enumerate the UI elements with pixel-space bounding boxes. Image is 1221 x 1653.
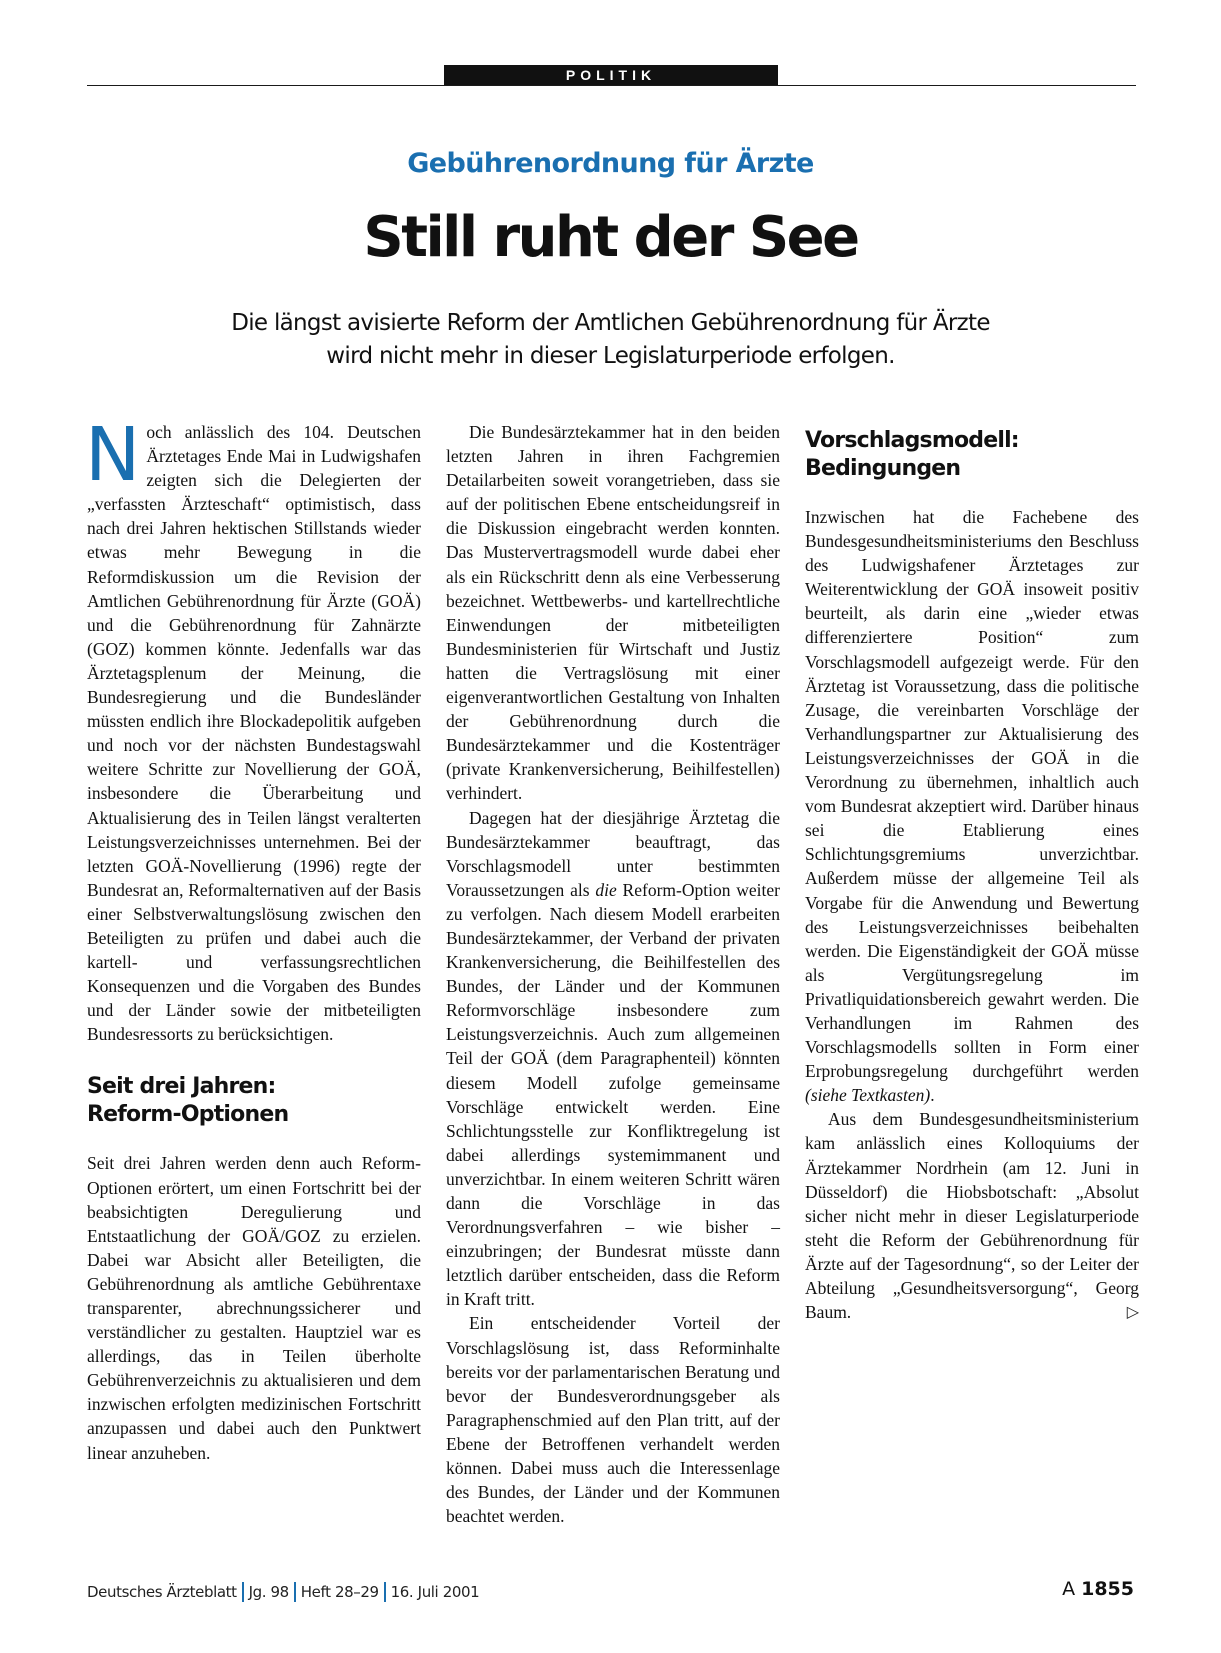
emphasis: die — [595, 879, 617, 900]
paragraph — [805, 505, 1139, 1107]
article-column-1 — [85, 412, 421, 1465]
journal-name: Deutsches Ärzteblatt — [87, 1583, 237, 1601]
headline: Still ruht der See — [363, 205, 858, 270]
subheading: Vorschlagsmodell: Bedingungen — [805, 428, 1019, 481]
emphasis: (siehe Textkasten) — [805, 1085, 931, 1106]
article-column-3 — [805, 420, 1139, 1324]
subheading: Seit drei Jahren: Reform-Optionen — [87, 1074, 289, 1128]
header-rule — [87, 85, 1136, 86]
issue: Heft 28–29 — [300, 1583, 379, 1601]
subtitle-line-1: Die längst avisierte Reform der Amtlichen Gebührenordnung für Ärzte — [231, 310, 990, 336]
paragraph — [87, 1151, 421, 1464]
subtitle-line-2: wird nicht mehr in dieser Legislaturperiode erfolgen. — [326, 343, 895, 369]
date: 16. Juli 2001 — [390, 1583, 480, 1601]
paragraph-text: Inzwischen hat die Fachebene des Bundesgesundheitsministeriums den Beschluss des Ludwigshafener Ärztetages zur Weiterentwicklung der GOÄ insoweit positiv beurteilt, als darin eine „wieder etwas differenziertere Position“ zum Vorschlagsmodell aufgezeigt werde. Für den Ärztetag ist Voraussetzung, dass die politische Zusage, die vereinbarten Vorschläge der Verhandlungspartner zur Aktualisierung des Leistungsverzeichnisses der GOÄ in die Verordnung zu übernehmen, inhaltlich auch vom Bundesrat akzeptiert wird. Darüber hinaus sei die Etablierung eines Schlichtungsgremiums unverzichtbar. Außerdem müsse der allgemeine Teil als Vorgabe für die Anwendung und Bewertung des Leistungsverzeichnisses beibehalten werden. Die Eigenständigkeit der GOÄ müsse als Vergütungsregelung im Privatliquidationsbereich gewahrt werden. Die Verhandlungen im Rahmen des Vorschlagsmodells sollten in Form einer Erprobungsregelung durchgeführt werden — [805, 507, 1139, 1082]
paragraph — [446, 1311, 780, 1528]
paragraph-text: Ein entscheidender Vorteil der Vorschlagslösung ist, dass Reforminhalte bereits vor der parlamentarischen Beratung und bevor der Bundesverordnungsgeber als Paragraphenschmied auf den Plan tritt, auf der Ebene der Betroffenen verhandelt werden können. Dabei muss auch die Interessenlage des Bundes, der Länder und der Kommunen beachtet werden. — [446, 1313, 780, 1527]
separator — [294, 1582, 296, 1602]
paragraph-text: . — [930, 1085, 935, 1106]
separator — [242, 1582, 244, 1602]
separator — [384, 1582, 386, 1602]
paragraph-text: Dagegen hat der diesjährige Ärztetag die Bundesärztekammer beauftragt, das Vorschlagsmodell unter bestimmten Voraussetzungen als — [446, 807, 780, 900]
paragraph — [446, 420, 780, 806]
paragraph — [85, 412, 421, 1046]
paragraph — [446, 806, 780, 1312]
drop-cap: N — [85, 412, 141, 498]
paragraph-text: Seit drei Jahren werden denn auch Reform-Optionen erörtert, um einen Fortschritt bei der beabsichtigten Deregulierung und Entstaatlichung der GOÄ/GOZ zu erzielen. Dabei war Absicht aller Beteiligten, die Gebührenordnung als amtliche Gebührentaxe transparenter, abrechnungssicherer und verständlicher zu gestalten. Hauptziel war es allerdings, das in Teilen überholte Gebührenverzeichnis zu aktualisieren und dem inzwischen erfolgten medizinischen Fortschritt anzupassen und dabei auch den Punktwert linear anzuheben. — [87, 1153, 421, 1463]
paragraph-text: och anlässlich des 104. Deutschen Ärztetages Ende Mai in Ludwigshafen zeigten sich die Delegierten der „verfassten Ärzteschaft“ optimistisch, dass nach drei Jahren hektischen Stillstands wieder etwas mehr Bewegung in die Reformdiskussion um die Revision der Amtlichen Gebührenordnung für Ärzte (GOÄ) und die Gebührenordnung für Zahnärzte (GOZ) kommen könnte. Jedenfalls war das Ärztetagsplenum der Meinung, die Bundesregierung und die Bundesländer müssten endlich ihre Blockadepolitik aufgeben und noch vor der nächsten Bundestagswahl weitere Schritte zur Novellierung der GOÄ, insbesondere die Überarbeitung und Aktualisierung des in Teilen längst veralterten Leistungsverzeichnisses unternehmen. Bei der letzten GOÄ-Novellierung (1996) regte der Bundesrat an, Reformalternativen auf der Basis einer Selbstverwaltungslösung zwischen den Beteiligten zu prüfen und dabei auch die kartell- und verfassungsrechtlichen Konsequenzen und die Vorgaben des Bundes und der Länder sowie der mitbeteiligten Bundesressorts zu berücksichtigen. — [87, 422, 421, 1045]
subtitle — [160, 307, 1061, 373]
continue-arrow-icon: ▷ — [1126, 1302, 1139, 1322]
paragraph-text: Die Bundesärztekammer hat in den beiden letzten Jahren in ihren Fachgremien Detailarbeiten soweit vorangetrieben, dass sie auf der politischen Ebene entscheidungsreif in die Diskussion eingebracht werden konnten. Das Mustervertragsmodell wurde dabei eher als ein Rückschritt denn als eine Verbesserung bezeichnet. Wettbewerbs- und kartellrechtliche Einwendungen der mitbeteiligten Bundesministerien für Wirtschaft und Justiz hatten die Vertragslösung mit einer eigenverantwortlichen Gestaltung von Inhalten der Gebührenordnung durch die Bundesärztekammer und die Kostenträger (private Krankenversicherung, Beihilfestellen) verhindert. — [446, 422, 780, 804]
volume: Jg. 98 — [248, 1583, 289, 1601]
page-number-value: 1855 — [1081, 1578, 1134, 1600]
paragraph — [805, 1107, 1139, 1324]
paragraph-text: Aus dem Bundesgesundheitsministerium kam anlässlich eines Kolloquiums der Ärztekammer Nordrhein (am 12. Juni in Düsseldorf) die Hiobsbotschaft: „Absolut sicher nicht mehr in dieser Legislaturperiode steht die Reform der Gebührenordnung für Ärzte auf der Tagesordnung“, so der Leiter der Abteilung „Gesundheitsversorgung“, Georg Baum. — [805, 1109, 1139, 1323]
footer-citation — [87, 1582, 479, 1602]
paragraph-text: Reform-Option weiter zu verfolgen. Nach diesem Modell erarbeiten Bundesärztekammer, der Verband der privaten Krankenversicherung, die Beihilfestellen des Bundes, der Länder und der Kommunen Reformvorschläge insbesondere zum Leistungsverzeichnis. Auch zum allgemeinen Teil der GOÄ (dem Paragraphenteil) könnten diesem Modell zufolge gemeinsame Vorschläge entwickelt werden. Eine Schlichtungsstelle zur Konfliktregelung ist dabei allerdings systemimmanent und unverzichtbar. In einem weiteren Schritt wären dann die Vorschläge in das Verordnungsverfahren – wie bisher – einzubringen; der Bundesrat müsste dann letztlich darüber entscheiden, dass die Reform in Kraft tritt. — [446, 879, 780, 1310]
page-number — [1062, 1578, 1134, 1600]
section-label: POLITIK — [444, 65, 778, 85]
article-column-2 — [446, 420, 780, 1528]
edition-letter: A — [1062, 1578, 1076, 1600]
kicker: Gebührenordnung für Ärzte — [407, 148, 814, 179]
